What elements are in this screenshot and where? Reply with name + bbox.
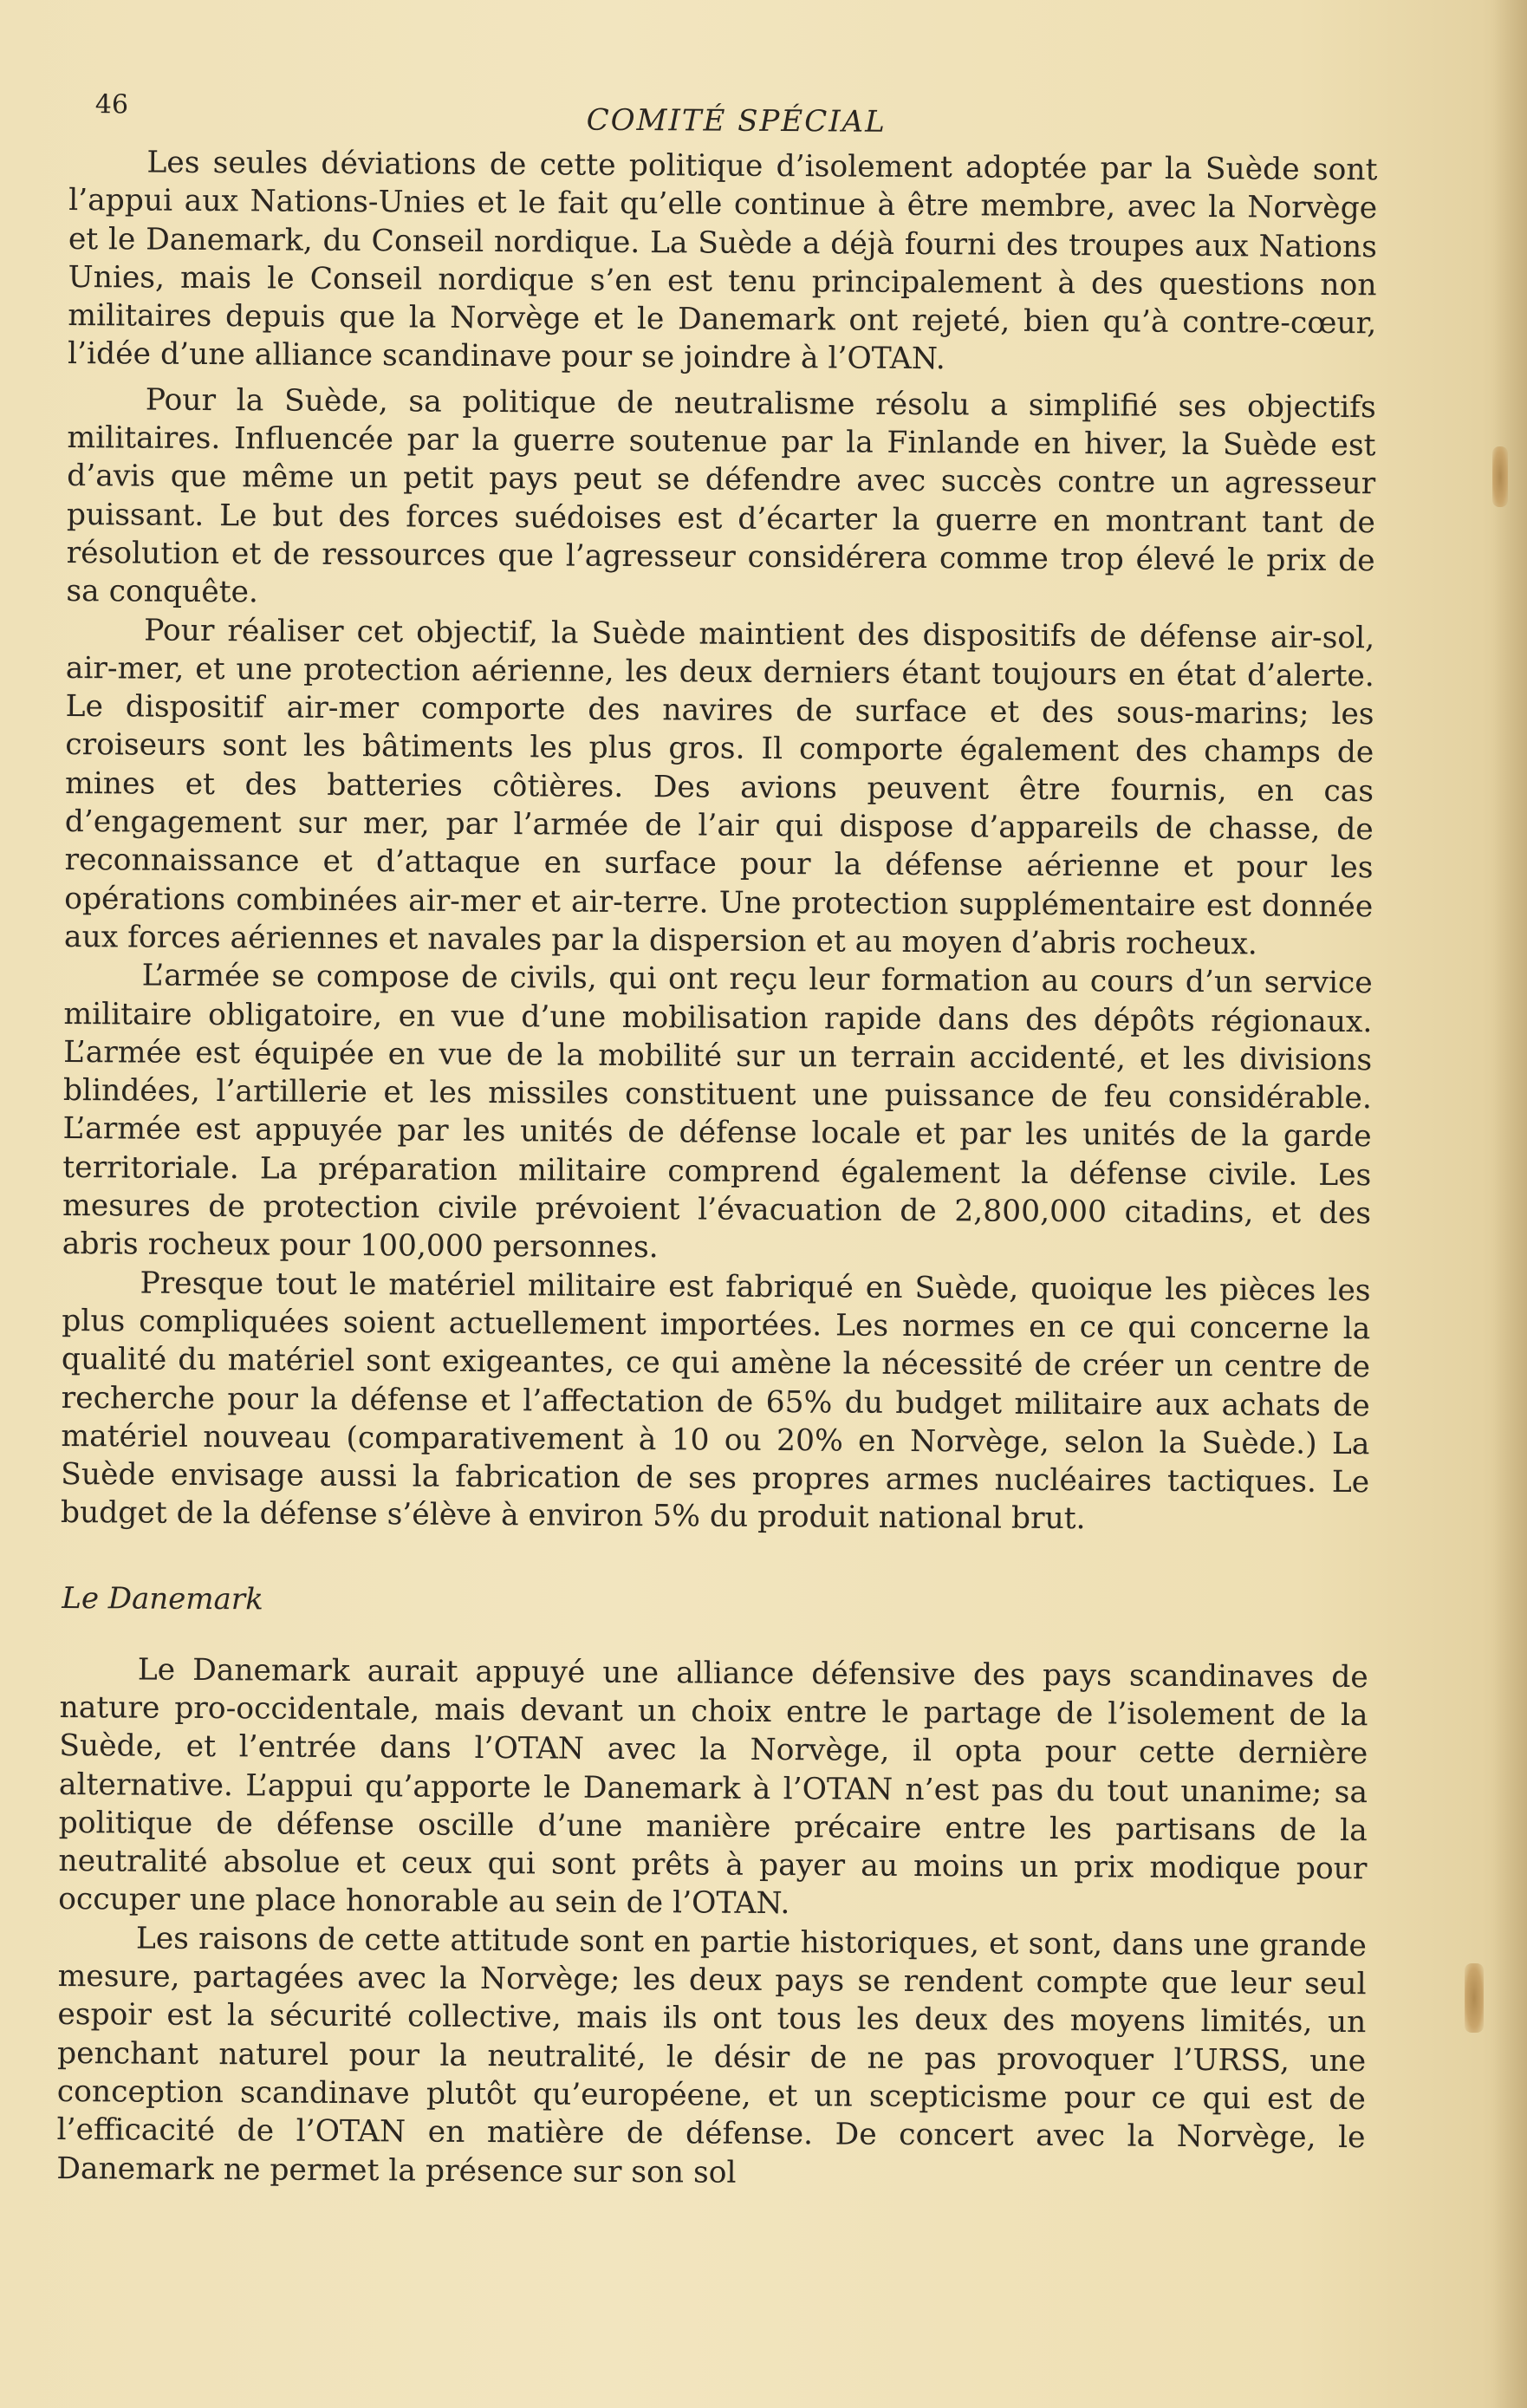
running-head: COMITÉ SPÉCIAL [586,102,887,140]
page-edge-shadow [1492,0,1527,2408]
paragraph-denmark-alliance: Le Danemark aurait appuyé une alliance défensive des pays scandinaves de nature pro-occidentale, mais devant un choix entre le partage de l’isolement de la Suède, et l’entrée dans l’OTAN avec la Norvège, il opta pour cette dernière alternative. L’appui qu’apporte le Danemark à l’OTAN n’est pas du tout unanime; sa politique de défense oscille d’une manière précaire entre les partisans de la neutralité absolue et ceux qui sont prêts à payer au moins un prix modique pour occuper une place honorable au sein de l’OTAN. [58,1652,1368,1922]
document-page [56,82,1404,2196]
paragraph-sweden-army: L’armée se compose de civils, qui ont reçu leur formation au cours d’un service militaire obligatoire, en vue d’une mobilisation rapide dans des dépôts régionaux. L’armée est équipée en vue de la mobilité sur un terrain accidenté, et les divisions blindées, l’artillerie et les missiles constituent une puissance de feu considérable. L’armée est appuyée par les unités de défense locale et par les unités de la garde territoriale. La préparation militaire comprend également la défense civile. Les mesures de protection civile prévoient l’évacuation de 2,800,000 citadins, et des abris rocheux pour 100,000 personnes. [62,958,1373,1266]
paragraph-sweden-defense-systems: Pour réaliser cet objectif, la Suède maintient des dispositifs de défense air-sol, air-mer, et une protection aérienne, les deux derniers étant toujours en état d’alerte. Le dispositif air-mer comporte des navires de surface et des sous-marins; les croiseurs sont les bâtiments les plus gros. Il comporte également des champs de mines et des batteries côtières. Des avions peuvent être fournis, en cas d’engagement sur mer, par l’armée de l’air qui dispose d’appareils de chasse, de reconnaissance et d’attaque en surface pour la défense aérienne et pour les opérations combinées air-mer et air-terre. Une protection supplémentaire est donnée aux forces aériennes et navales par la dispersion et au moyen d’abris rocheux. [63,613,1375,962]
section-heading-denmark: Le Danemark [62,1580,263,1617]
paragraph-sweden-isolation: Les seules déviations de cette politique d’isolement adoptée par la Suède sont l’appui aux Nations-Unies et le fait qu’elle continue à être membre, avec la Norvège et le Danemark, du Conseil nordique. La Suède a déjà fourni des troupes aux Nations Unies, mais le Conseil nordique s’en est tenu principalement à des questions non militaires depuis que la Norvège et le Danemark ont rejeté, bien qu’à contre-cœur, l’idée d’une alliance scandinave pour se joindre à l’OTAN. [67,145,1378,377]
margin-stain [1465,1963,1484,2033]
paragraph-denmark-reasons: Les raisons de cette attitude sont en partie historiques, et sont, dans une grande mesure, partagées avec la Norvège; les deux pays se rendent compte que leur seul espoir est la sécurité collective, mais ils ont tous les deux des moyens limités, un penchant naturel pour la neutralité, le désir de ne pas provoquer l’URSS, une conception scandinave plutôt qu’européene, et un scepticisme pour ce qui est de l’efficacité de l’OTAN en matière de défense. De concert avec la Norvège, le Danemark ne permet la présence sur son sol [56,1921,1368,2190]
paragraph-sweden-materiel: Presque tout le matériel militaire est fabriqué en Suède, quoique les pièces les plus compliquées soient actuellement importées. Les normes en ce qui concerne la qualité du matériel sont exigeantes, ce qui amène la nécessité de créer un centre de recherche pour la défense et l’affectation de 65% du budget militaire aux achats de matériel nouveau (comparativement à 10 ou 20% en Norvège, selon la Suède.) La Suède envisage aussi la fabrication de ses propres armes nucléaires tactiques. Le budget de la défense s’élève à environ 5% du produit national brut. [60,1266,1371,1537]
page-header [69,82,1404,151]
page-number: 46 [94,89,129,120]
paragraph-sweden-neutralism: Pour la Suède, sa politique de neutralisme résolu a simplifié ses objectifs militaires. Influencée par la guerre soutenue par la Finlande en hiver, la Suède est d’avis que même un petit pays peut se défendre avec succès contre un agresseur puissant. Le but des forces suédoises est d’écarter la guerre en montrant tant de résolution et de ressources que l’agresseur considérera comme trop élevé le prix de sa conquête. [66,382,1376,610]
margin-stain [1492,446,1508,507]
